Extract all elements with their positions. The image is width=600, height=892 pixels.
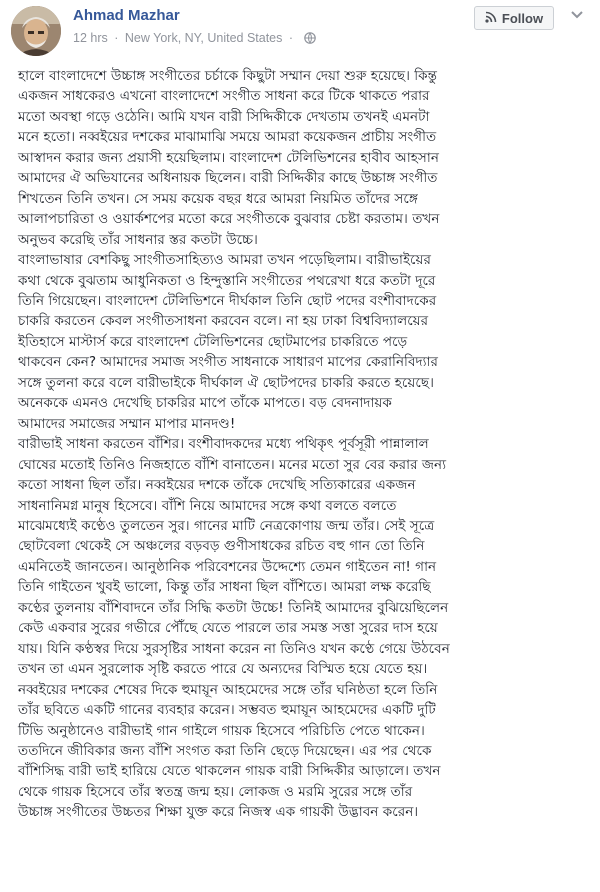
post-paragraph-2: বাংলাভাষার বেশকিছু সাংগীতসাহিত্যও আমরা তখন পড়েছিলাম। বারীভাইয়ের কথা থেকে বুঝতাম আধুনিকতা ও হিন্দুস্তানি সংগীতের পথরেখা ধরে কতটা দূরে তিনি গিয়েছেন। বাংলাদেশ টেলিভিশনে দীর্ঘকাল তিনি ছোট পদের বংশীবাদকের চাকরি করতেন কেবল সংগীতসাধনা করবেন বলে। না হয় ঢাকা বিশ্ববিদ্যালয়ের ইতিহাসে মাস্টার্স করে বাংলাদেশ টেলিভিশনের ছোটমাপের চাকরিতে পড়ে থাকবেন কেন? আমাদের সমাজ সংগীত সাধনাকে সাধারণ মাপের কেরানিবিদ্যার সঙ্গে তুলনা করে বলে বারীভাইকে দীর্ঘকাল ঐ ছোটপদের চাকরি করতে হয়েছে। অনেককে এমনও দেখেছি চাকরির মাপে তাঁকে মাপতে। বড় বেদনাদায়ক আমাদের সমাজের সম্মান মাপার মানদণ্ড! (18, 252, 439, 432)
post-body (18, 66, 586, 823)
post-location[interactable]: New York, NY, United States (124, 31, 283, 45)
follow-button[interactable] (474, 6, 554, 30)
meta-separator-2: · (288, 31, 294, 45)
avatar-image (11, 6, 61, 56)
globe-icon[interactable] (304, 32, 316, 47)
author-name[interactable]: Ahmad Mazhar (73, 7, 180, 24)
post-meta (73, 31, 316, 47)
post-paragraph-3: বারীভাই সাধনা করতেন বাঁশির। বংশীবাদকদের মধ্যে পথিকৃৎ পূর্বসূরী পান্নালাল ঘোষের মতোই তিনিও নিজহাতে বাঁশি বানাতেন। মনের মতো সুর বের করার জন্য কতো সাধনা ছিল তাঁর। নব্বইয়ের দশকে তাঁকে দেখেছি সত্যিকারের একজন সাধনানিমগ্ন মানুষ হিসেবে। বাঁশি নিয়ে আমাদের সঙ্গে কথা বলতে বলতে মাঝেমধ্যেই কণ্ঠেও তুলতেন সুর। গানের মাটি নেত্রকোণায় জন্ম তাঁর। সেই সূত্রে ছোটবেলা থেকেই সে অঞ্চলের বড়বড় গুণীসাধকের রচিত বহু গান তো তিনি এমনিতেই জানতেন। আনুষ্ঠানিক পরিবেশনের উদ্দেশ্যে তেমন গাইতেন না! গান তিনি গাইতেন খুবই ভালো, কিন্তু তাঁর সাধনা ছিল বাঁশিতে। আমরা লক্ষ করেছি কণ্ঠের তুলনায় বাঁশিবাদনে তাঁর সিদ্ধি কতটা উচ্চে! তিনিই আমাদের বুঝিয়েছিলেন কেউ একবার সুরের গভীরে পৌঁছে যেতে পারলে তার সমস্ত সত্তা সুরের দাস হয়ে যায়। যিনি কণ্ঠস্বর দিয়ে সুরসৃষ্টির সাধনা করেন না তিনিও যখন কণ্ঠে গেয়ে উঠবেন তখন তা এমন সুরলোক সৃষ্টি করতে পারে যে অন্যদের বিস্মিত হয়ে যেতে হয়। নব্বইয়ের দশকের শেষের দিকে হুমায়ূন আহমেদের সঙ্গে তাঁর ঘনিষ্ঠতা হলে তিনি তাঁর ছবিতে একটি গানের ব্যবহার করেন। সম্ভবত হুমায়ূন আহমেদের একটি দুটি টিভি অনুষ্ঠানেও বারীভাই গান গাইলে গায়ক হিসেবে পরিচিতি পেতে থাকেন। ততদিনে জীবিকার জন্য বাঁশি সংগত করা তিনি ছেড়ে দিয়েছেন। এর পর থেকে বাঁশিসিদ্ধ বারী ভাই হারিয়ে যেতে থাকলেন গায়ক বারী সিদ্দিকীর আড়ালে। তখন থেকে গায়ক হিসেবে তাঁর স্বতন্ত্র জন্ম হয়। লোকজ ও মরমি সুরের সঙ্গে তাঁর উচ্চাঙ্গ সংগীতের উচ্চতর শিক্ষা যুক্ত করে নিজস্ব এক গায়কী উদ্ভাবন করেন। (18, 436, 450, 821)
chevron-down-icon[interactable] (566, 4, 588, 26)
follow-label: Follow (501, 10, 544, 26)
avatar[interactable] (11, 6, 61, 56)
post-timestamp[interactable]: 12 hrs (73, 31, 108, 45)
rss-icon (485, 11, 497, 26)
meta-separator: · (114, 31, 119, 45)
post-header (0, 0, 600, 62)
post-paragraph-1: হালে বাংলাদেশে উচ্চাঙ্গ সংগীতের চর্চাকে কিছুটা সম্মান দেয়া শুরু হয়েছে। কিন্তু একজন সাধকেরও এখনো বাংলাদেশে সংগীত সাধনা করে টিকে থাকতে পরার মতো অবস্থা গড়ে ওঠেনি। আমি যখন বারী সিদ্দিকীকে দেখতাম তখনই এমনটা মনে হতো। নব্বইয়ের দশকের মাঝামাঝি সময়ে আমরা কয়েকজন প্রাচীয় সংগীত আস্বাদন করার জন্য প্রয়াসী হয়েছিলাম। বাংলাদেশ টেলিভিশনের হাবীব আহসান আমাদের ঐ অভিযানের অধিনায়ক ছিলেন। বারী সিদ্দিকীর কাছে উচ্চাঙ্গ সংগীত শিখতেন তিনি তখন। সে সময় কয়েক বছর ধরে আমরা নিয়মিত তাঁদের সঙ্গে আলাপচারিতা ও ওয়ার্কশপের মতো করে সংগীতকে বুঝবার চেষ্টা করতাম। তখন অনুভব করেছি তাঁর সাধনার স্তর কতটা উচ্চে। (18, 68, 440, 248)
